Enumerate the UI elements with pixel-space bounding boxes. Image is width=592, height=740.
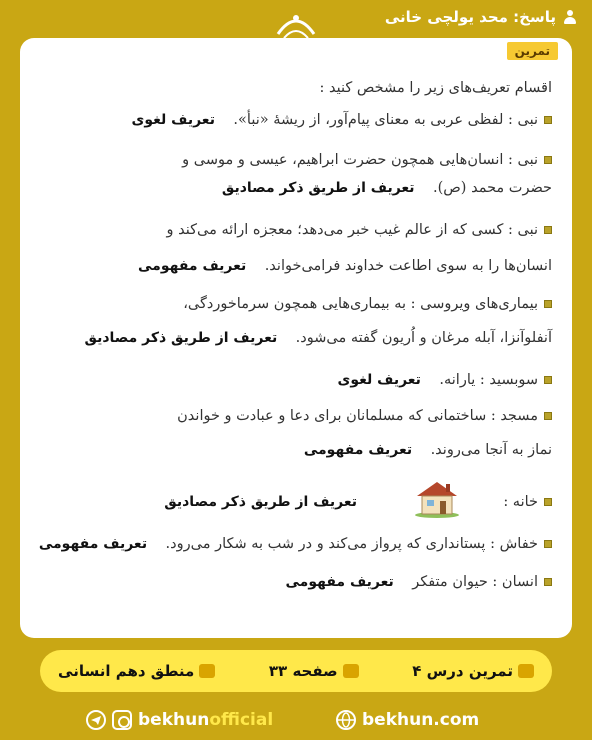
student-icon [518, 664, 534, 678]
item-line: خانه : [503, 494, 552, 510]
exercise-tag: تمرین [507, 42, 558, 60]
lesson-page: صفحه ۳۳ [269, 662, 359, 680]
item-line: خفاش : پستانداری که پرواز می‌کند و در شب به شکار می‌رود. تعریف مفهومی [39, 536, 552, 552]
bullet-icon [544, 578, 552, 586]
bullet-icon [544, 498, 552, 506]
bullet-icon [544, 412, 552, 420]
item-line: نبی : انسان‌هایی همچون حضرت ابراهیم، عیسی و موسی و [182, 152, 552, 168]
author-credit [385, 8, 578, 26]
graduation-cap-icon [199, 664, 215, 678]
bullet-icon [544, 376, 552, 384]
answer-label: تعریف از طریق ذکر مصادیق [164, 494, 357, 510]
bullet-icon [544, 116, 552, 124]
answer-label: تعریف مفهومی [285, 574, 394, 590]
lesson-book: منطق دهم انسانی [58, 662, 215, 680]
bullet-icon [544, 226, 552, 234]
book-icon [343, 664, 359, 678]
answer-label: تعریف لغوی [337, 372, 421, 388]
item-line: نبی : لفظی عربی به معنای پیام‌آور، از ریشهٔ «نبأ». تعریف لغوی [132, 112, 552, 128]
telegram-icon [86, 710, 106, 730]
answer-label: تعریف از طریق ذکر مصادیق [221, 180, 415, 196]
item-line-cont: آنفلوآنزا، آبله مرغان و اُریون گفته می‌شود. تعریف از طریق ذکر مصادیق [84, 330, 552, 346]
website-link[interactable]: bekhun.com [336, 710, 479, 730]
intro-text: اقسام تعریف‌های زیر را مشخص کنید : [319, 80, 552, 96]
house-icon [413, 478, 461, 518]
exercise-card [20, 38, 572, 638]
bullet-icon [544, 300, 552, 308]
answer-label: تعریف مفهومی [303, 442, 413, 458]
top-header [0, 0, 592, 40]
item-line-cont: انسان‌ها را به سوی اطاعت خداوند فرامی‌خواند. تعریف مفهومی [137, 258, 552, 274]
item-line-cont: نماز به آنجا می‌روند. تعریف مفهومی [303, 442, 552, 458]
footer [0, 700, 592, 740]
social-handle[interactable]: bekhunofficial [86, 710, 273, 730]
author-text: پاسخ: محد یولچی خانی [384, 8, 556, 26]
item-line: نبی : کسی که از عالم غیب خبر می‌دهد؛ معجزه ارائه می‌کند و [166, 222, 552, 238]
answer-label: تعریف لغوی [131, 112, 215, 128]
instagram-icon [112, 710, 132, 730]
exercise-content [20, 38, 572, 638]
item-line: سوبسید : یارانه. تعریف لغوی [338, 372, 553, 388]
answer-label: تعریف مفهومی [38, 536, 148, 552]
lesson-exercise: تمرین درس ۴ [412, 662, 534, 680]
bullet-icon [544, 540, 552, 548]
item-line-cont: حضرت محمد (ص). تعریف از طریق ذکر مصادیق [221, 180, 552, 196]
globe-icon [336, 710, 356, 730]
item-line: مسجد : ساختمانی که مسلمانان برای دعا و عبادت و خواندن [177, 408, 552, 424]
user-icon [562, 9, 578, 25]
lesson-bar [40, 650, 552, 692]
item-line: انسان : حیوان متفکر تعریف مفهومی [286, 574, 553, 590]
answer-label: تعریف از طریق ذکر مصادیق [84, 330, 278, 346]
item-line: بیماری‌های ویروسی : به بیماری‌هایی همچون سرماخوردگی، [183, 296, 552, 312]
answer-label: تعریف مفهومی [137, 258, 247, 274]
bullet-icon [544, 156, 552, 164]
